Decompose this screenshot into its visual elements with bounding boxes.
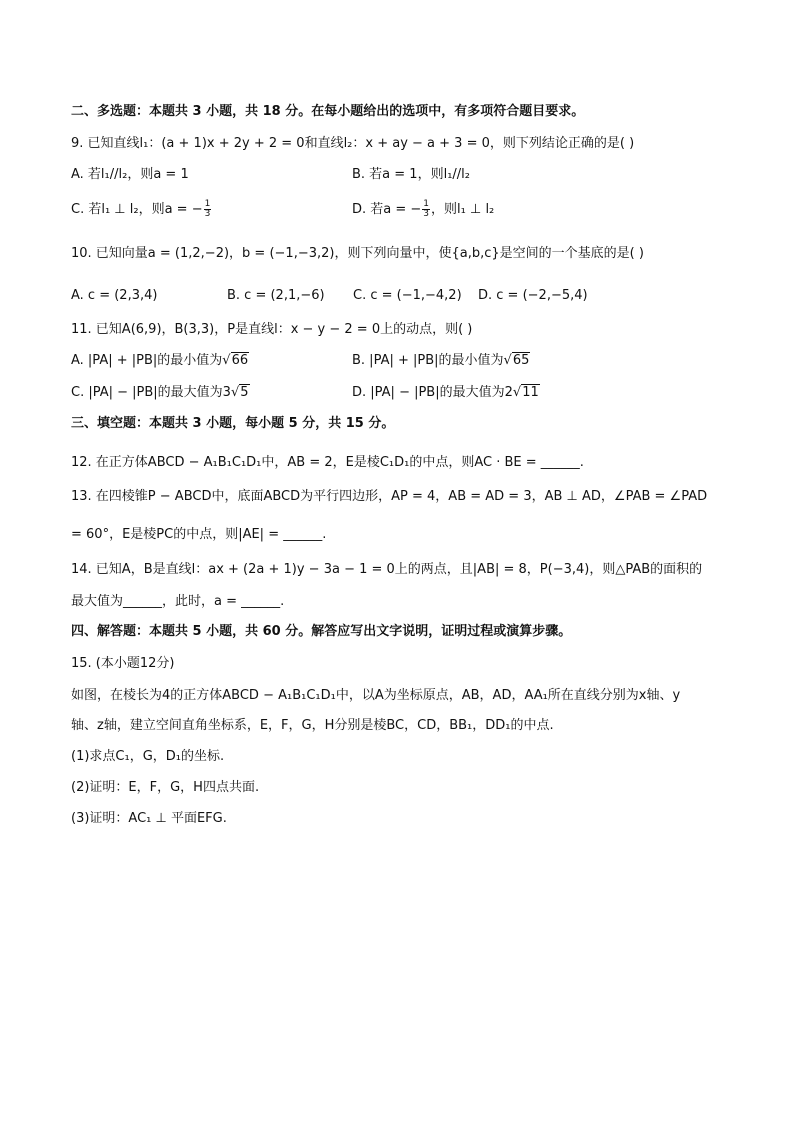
question-9-option-c xyxy=(71,200,212,219)
question-9-option-d-text: D. 若a = − xyxy=(352,202,422,217)
section-multiple-choice-title: 二、多选题：本题共 3 小题，共 18 分。在每小题给出的选项中，有多项符合题目要求。 xyxy=(71,104,585,119)
question-9-option-a: A. 若l₁//l₂，则a = 1 xyxy=(71,167,189,182)
fraction: $\frac{1}{3}$ xyxy=(204,199,211,219)
fraction: $\frac{1}{3}$ xyxy=(423,199,430,219)
question-13-line-2: = 60°，E是棱PC的中点，则|AE| = ______. xyxy=(71,527,327,542)
question-9-option-d: D. 若a = − $\frac{1}{3}$ ，则l₁ ⊥ l₂ xyxy=(352,199,495,219)
question-10-option-b: B. c = (2,1,−6) xyxy=(227,288,325,303)
question-9-option-b: B. 若a = 1，则l₁//l₂ xyxy=(352,167,470,182)
section-fill-blank-title: 三、填空题：本题共 3 小题，每小题 5 分，共 15 分。 xyxy=(71,416,395,431)
question-10-option-c: C. c = (−1,−4,2) xyxy=(353,288,462,303)
sqrt-sign: √ xyxy=(503,353,512,368)
question-15-line-1: 如图，在棱长为4的正方体ABCD − A₁B₁C₁D₁中，以A为坐标原点，AB，AD，AA₁所在直线分别为x轴、y xyxy=(71,688,681,703)
question-15-line-2: 轴、z轴，建立空间直角坐标系，E，F，G，H分别是棱BC，CD，BB₁，DD₁的中点. xyxy=(71,718,554,733)
section-solution-title: 四、解答题：本题共 5 小题，共 60 分。解答应写出文字说明，证明过程或演算步骤。 xyxy=(71,624,572,639)
question-10-stem: 10. 已知向量a = (1,2,−2)，b = (−1,−3,2)，则下列向量中，使{a,b,c}是空间的一个基底的是( ) xyxy=(71,246,644,261)
question-15-part-3: (3)证明：AC₁ ⊥ 平面EFG. xyxy=(71,811,227,826)
question-15-header: 15. (本小题12分) xyxy=(71,656,175,671)
question-10-option-d: D. c = (−2,−5,4) xyxy=(478,288,588,303)
question-11-option-d: D. |PA| − |PB|的最大值为2√11 xyxy=(352,385,539,400)
question-11-option-a: A. |PA| + |PB|的最小值为√66 xyxy=(71,353,249,368)
question-12-stem: 12. 在正方体ABCD − A₁B₁C₁D₁中，AB = 2，E是棱C₁D₁的中点，则AC · BE = ______. xyxy=(71,455,584,470)
sqrt-sign: √ xyxy=(230,385,240,400)
question-13-line-1: 13. 在四棱锥P − ABCD中，底面ABCD为平行四边形，AP = 4，AB = AD = 3，AB ⊥ AD，∠PAB = ∠PAD xyxy=(71,489,708,504)
sqrt-sign: √ xyxy=(222,353,231,368)
sqrt-sign: √ xyxy=(512,385,522,400)
question-9-stem: 9. 已知直线l₁：(a + 1)x + 2y + 2 = 0和直线l₂：x + ay − a + 3 = 0，则下列结论正确的是( ) xyxy=(71,136,635,151)
question-11-option-b: B. |PA| + |PB|的最小值为√65 xyxy=(352,353,530,368)
question-15-part-1: (1)求点C₁，G，D₁的坐标. xyxy=(71,749,225,764)
question-9-option-c-text: C. 若l₁ ⊥ l₂，则a = − xyxy=(71,202,203,217)
question-14-line-1: 14. 已知A，B是直线l：ax + (2a + 1)y − 3a − 1 = 0上的两点，且|AB| = 8，P(−3,4)，则△PAB的面积的 xyxy=(71,562,703,577)
question-14-line-2: 最大值为______，此时，a = ______. xyxy=(71,594,285,609)
question-10-option-a: A. c = (2,3,4) xyxy=(71,288,158,303)
question-15-part-2: (2)证明：E，F，G，H四点共面. xyxy=(71,780,260,795)
question-11-stem: 11. 已知A(6,9)，B(3,3)，P是直线l：x − y − 2 = 0上的动点，则( ) xyxy=(71,322,473,337)
question-11-option-c: C. |PA| − |PB|的最大值为3√5 xyxy=(71,385,249,400)
